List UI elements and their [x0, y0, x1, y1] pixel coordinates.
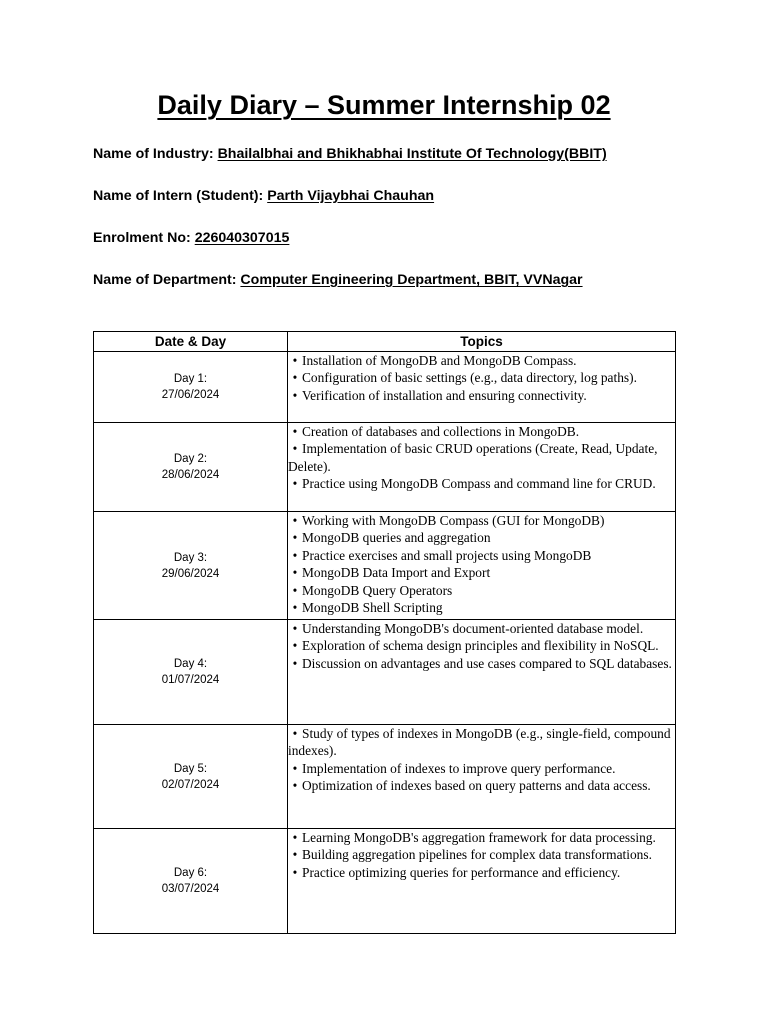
topics-cell [288, 829, 676, 934]
bullet-icon: • [292, 760, 298, 776]
day-label: Day 1: [173, 373, 208, 385]
bullet-icon: • [292, 387, 298, 403]
day-cell [94, 352, 288, 423]
bullet-icon: • [292, 353, 298, 368]
intern-field [93, 188, 434, 204]
topic-item: • MongoDB queries and aggregation [288, 529, 675, 546]
date-day-header: Date & Day [94, 332, 288, 352]
topic-item: • Practice exercises and small projects using MongoDB [288, 547, 675, 564]
topic-item: • Optimization of indexes based on query patterns and data access. [288, 777, 675, 794]
topic-list [288, 423, 675, 493]
department-label: Name of Department: [93, 272, 241, 288]
table-row [94, 423, 676, 512]
topic-item: • Practice optimizing queries for performance and efficiency. [288, 864, 675, 881]
topic-item: • Understanding MongoDB's document-oriented database model. [288, 620, 675, 637]
topics-cell [288, 352, 676, 423]
intern-label: Name of Intern (Student): [93, 188, 268, 204]
diary-table [93, 331, 676, 934]
topic-item: • MongoDB Shell Scripting [288, 599, 675, 616]
enrolment-label: Enrolment No: [93, 230, 195, 246]
topic-item: • MongoDB Query Operators [288, 582, 675, 599]
table-body [94, 352, 676, 934]
topic-item: • Verification of installation and ensuring connectivity. [288, 387, 675, 404]
topic-item: • Discussion on advantages and use cases compared to SQL databases. [288, 655, 675, 672]
day-date: 28/06/2024 [161, 469, 220, 481]
day-cell [94, 725, 288, 829]
topic-item: • Study of types of indexes in MongoDB (e.g., single-field, compound indexes). [288, 726, 671, 759]
topic-list [288, 620, 675, 672]
table-header-row [94, 332, 676, 352]
day-label: Day 2: [173, 453, 208, 465]
table-row [94, 512, 676, 620]
bullet-icon: • [292, 582, 298, 598]
table-row [94, 725, 676, 829]
topic-item: • Creation of databases and collections in MongoDB. [288, 423, 675, 440]
enrolment-field [93, 230, 289, 246]
bullet-icon: • [292, 476, 298, 492]
bullet-icon: • [292, 726, 298, 741]
bullet-icon: • [292, 370, 298, 386]
day-date: 03/07/2024 [161, 883, 220, 895]
day-date: 01/07/2024 [161, 674, 220, 686]
industry-field [93, 146, 607, 162]
bullet-icon: • [292, 513, 298, 528]
topics-cell [288, 725, 676, 829]
topics-cell [288, 423, 676, 512]
day-cell [94, 620, 288, 725]
enrolment-value: 226040307015 [194, 230, 290, 246]
bullet-icon: • [292, 424, 298, 439]
day-label: Day 4: [173, 658, 208, 670]
topic-item: • Configuration of basic settings (e.g., data directory, log paths). [288, 369, 675, 386]
topic-item: • Working with MongoDB Compass (GUI for MongoDB) [288, 512, 675, 529]
topics-cell [288, 512, 676, 620]
day-label: Day 5: [173, 762, 208, 775]
bullet-icon: • [292, 565, 298, 581]
topic-item: • Installation of MongoDB and MongoDB Compass. [288, 352, 675, 369]
bullet-icon: • [292, 600, 298, 616]
topic-item: • Implementation of indexes to improve query performance. [288, 760, 675, 777]
bullet-icon: • [292, 530, 298, 546]
table-row [94, 352, 676, 423]
day-cell [94, 512, 288, 620]
day-date: 02/07/2024 [161, 778, 220, 791]
bullet-icon: • [292, 621, 298, 636]
bullet-icon: • [292, 638, 298, 654]
bullet-icon: • [292, 441, 298, 457]
topic-list [288, 352, 675, 404]
table-row [94, 620, 676, 725]
topic-item: • Exploration of schema design principles and flexibility in NoSQL. [288, 637, 675, 654]
department-value: Computer Engineering Department, BBIT, VVNagar [240, 272, 583, 288]
day-label: Day 3: [173, 551, 208, 564]
topic-list [288, 725, 675, 795]
bullet-icon: • [292, 830, 298, 845]
topic-item: • Practice using MongoDB Compass and command line for CRUD. [288, 475, 675, 492]
topics-cell [288, 620, 676, 725]
bullet-icon: • [292, 847, 298, 863]
topic-list [288, 512, 675, 616]
day-date: 29/06/2024 [161, 567, 220, 580]
page-title: Daily Diary – Summer Internship 02 [157, 90, 611, 120]
bullet-icon: • [292, 547, 298, 563]
day-date: 27/06/2024 [161, 389, 220, 401]
bullet-icon: • [292, 778, 298, 794]
topics-header: Topics [288, 332, 676, 352]
intern-value: Parth Vijaybhai Chauhan [267, 188, 435, 204]
topic-item: • Building aggregation pipelines for complex data transformations. [288, 846, 675, 863]
bullet-icon: • [292, 655, 298, 671]
department-field [93, 272, 583, 288]
day-cell [94, 829, 288, 934]
industry-label: Name of Industry: [93, 146, 218, 162]
topic-item: • Implementation of basic CRUD operations (Create, Read, Update, Delete). [288, 441, 658, 474]
topic-item: • Learning MongoDB's aggregation framework for data processing. [288, 829, 675, 846]
table-row [94, 829, 676, 934]
topic-list [288, 829, 675, 881]
industry-value: Bhailalbhai and Bhikhabhai Institute Of Technology(BBIT) [217, 146, 607, 162]
bullet-icon: • [292, 864, 298, 880]
day-cell [94, 423, 288, 512]
topic-item: • MongoDB Data Import and Export [288, 564, 675, 581]
day-label: Day 6: [173, 867, 208, 879]
